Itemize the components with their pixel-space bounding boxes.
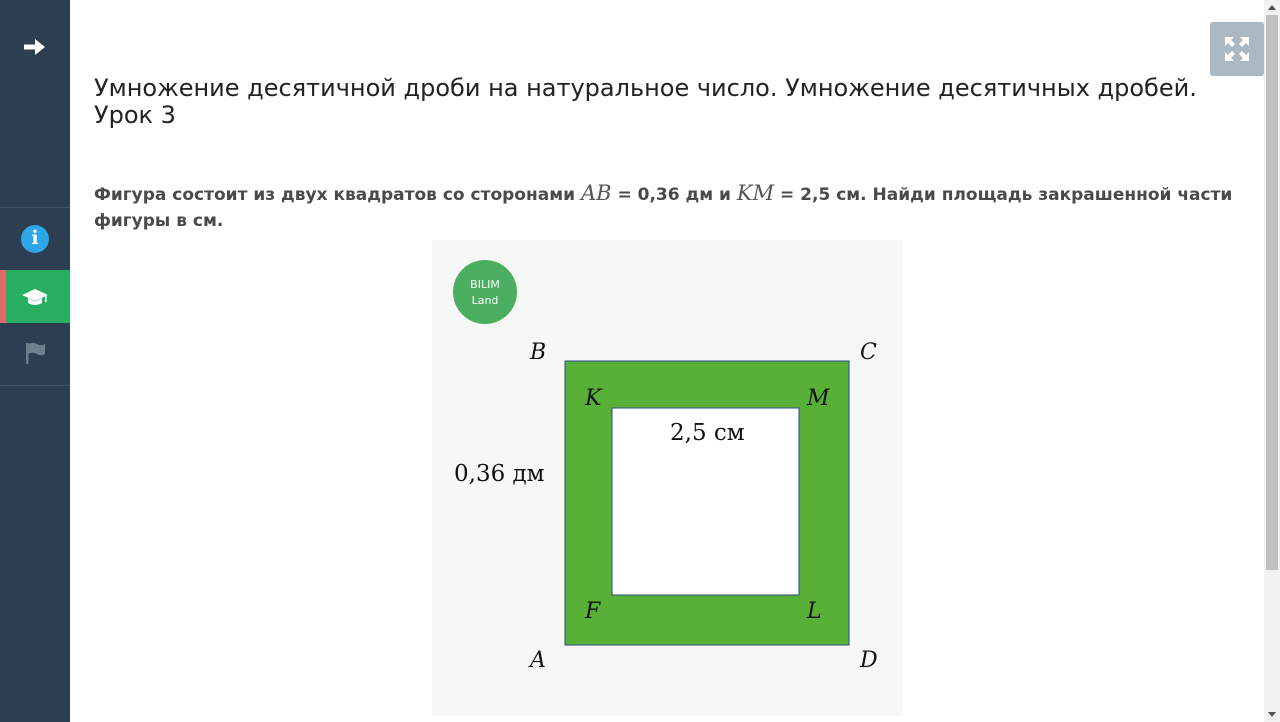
graduation-cap-icon <box>21 286 49 308</box>
logo-text: Land <box>471 294 499 307</box>
vertex-label-k: K <box>585 386 602 411</box>
sidebar <box>0 0 70 722</box>
vertex-label-l: L <box>807 599 822 624</box>
logo-text: BILIM <box>470 278 500 291</box>
info-icon: i <box>21 225 49 253</box>
inner-side-label: 2,5 см <box>670 420 745 446</box>
flag-icon <box>22 340 48 366</box>
vertical-scrollbar[interactable] <box>1264 0 1280 722</box>
figure-diagram <box>432 240 903 716</box>
math-variable: KM <box>736 181 775 205</box>
vertex-label-a: A <box>530 648 546 673</box>
question-part: Фигура состоит из двух квадратов со сторонами <box>94 185 581 205</box>
fullscreen-button[interactable] <box>1210 22 1264 76</box>
triangle-up-icon <box>1268 4 1276 10</box>
math-variable: AB <box>580 181 612 205</box>
sidebar-divider <box>0 207 70 208</box>
sidebar-item-flag[interactable] <box>0 326 70 379</box>
sidebar-item-info[interactable] <box>0 212 70 265</box>
page-title: Умножение десятичной дроби на натуральное число. Умножение десятичных дробей. Урок 3 <box>94 74 1197 129</box>
vertex-label-b: B <box>530 340 547 365</box>
vertex-label-d: D <box>860 648 878 673</box>
figure-panel <box>432 240 903 716</box>
sidebar-item-course[interactable] <box>0 270 70 323</box>
question-part: = 2,5 см. Найди площадь закрашенной части фигуры в см. <box>94 185 1233 231</box>
sidebar-divider <box>0 385 70 386</box>
question-part: = 0,36 дм и <box>611 185 737 205</box>
sidebar-toggle-button[interactable] <box>0 20 70 74</box>
outer-side-label: 0,36 дм <box>454 461 545 487</box>
scroll-up-button[interactable] <box>1264 0 1280 14</box>
lesson-content <box>70 0 1264 722</box>
question-text <box>94 180 1234 234</box>
scroll-thumb[interactable] <box>1266 15 1278 570</box>
bilimland-logo <box>453 260 517 324</box>
vertex-label-m: M <box>807 386 830 411</box>
triangle-down-icon <box>1268 712 1276 718</box>
vertex-label-c: C <box>860 340 877 365</box>
expand-icon <box>1223 35 1251 63</box>
arrow-right-icon <box>22 36 48 58</box>
vertex-label-f: F <box>585 599 601 624</box>
scroll-down-button[interactable] <box>1264 708 1280 722</box>
